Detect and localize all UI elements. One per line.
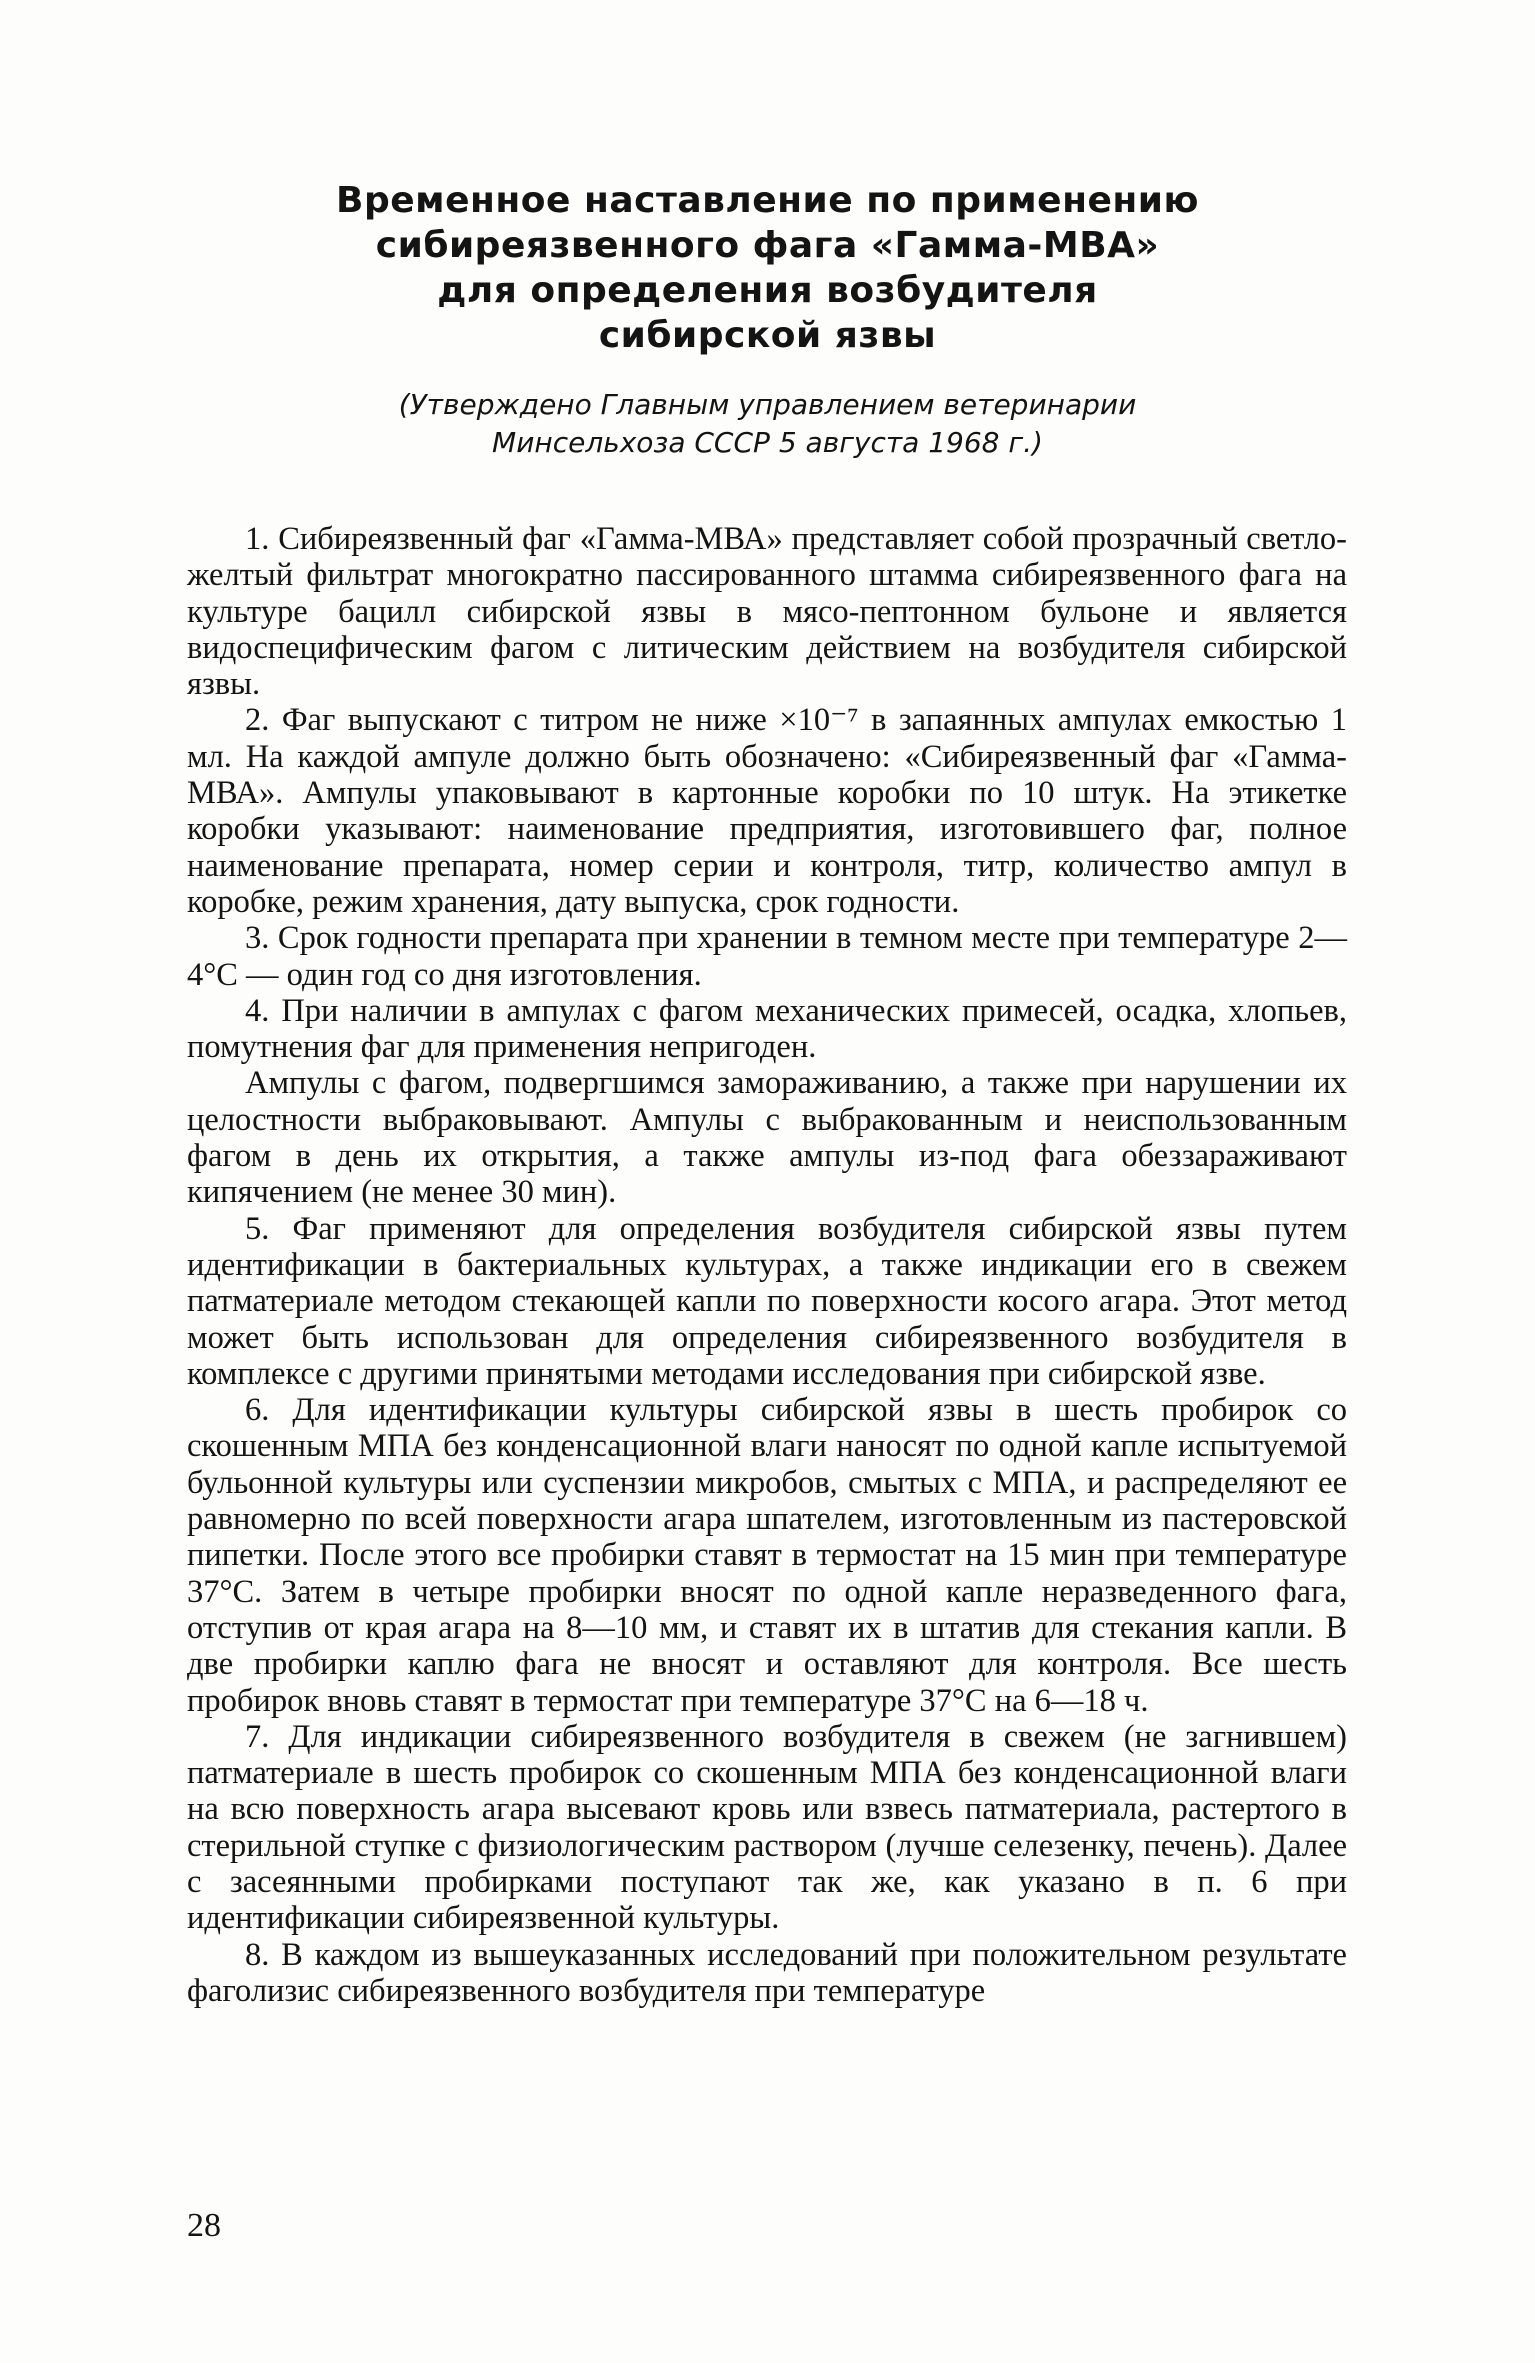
approval-line: Минсельхоза СССР 5 августа 1968 г.) (492, 426, 1043, 459)
page-number: 28 (187, 2207, 221, 2244)
approval-line: (Утверждено Главным управлением ветеринарии (398, 388, 1137, 421)
document-title (200, 178, 1335, 358)
paragraph-2: 2. Фаг выпускают с титром не ниже ×10⁻⁷ в запаянных ампулах емкостью 1 мл. На каждой ампуле должно быть обозначено: «Сибиреязвенный фаг «Гамма-МВА». Ампулы упаковывают в картонные коробки по 10 штук. На этикетке коробки указывают: наименование предприятия, изготовившего фаг, полное наименование препарата, номер серии и контроля, титр, количество ампул в коробке, режим хранения, дату выпуска, срок годности. (187, 702, 1347, 920)
paragraph-4: 4. При наличии в ампулах с фагом механических примесей, осадка, хлопьев, помутнения фаг для применения непригоден. (187, 992, 1347, 1066)
paragraph-8: 8. В каждом из вышеуказанных исследований при положительном результате фаголизис сибиреязвенного возбудителя при температуре (187, 1936, 1347, 2009)
approval-note (200, 386, 1335, 462)
paragraph-5: 5. Фаг применяют для определения возбудителя сибирской язвы путем идентификации в бактериальных культурах, а также индикации его в свежем патматериале методом стекающей капли по поверхности косого агара. Этот метод может быть использован для определения сибиреязвенного возбудителя в комплексе с другими принятыми методами исследования при сибирской язве. (187, 1210, 1347, 1392)
paragraph-7: 7. Для индикации сибиреязвенного возбудителя в свежем (не загнившем) патматериале в шесть пробирок со скошенным МПА без конденсационной влаги на всю поверхность агара высевают кровь или взвесь патматериала, растертого в стерильной ступке с физиологическим раствором (лучше селезенку, печень). Далее с засеянными пробирками поступают так же, как указано в п. 6 при идентификации сибиреязвенной культуры. (187, 1718, 1347, 1937)
body-text (187, 521, 1347, 2009)
paragraph-6: 6. Для идентификации культуры сибирской язвы в шесть пробирок со скошенным МПА без конденсационной влаги наносят по одной капле испытуемой бульонной культуры или суспензии микробов, смытых с МПА, и распределяют ее равномерно по всей поверхности агара шпателем, изготовленным из пастеровской пипетки. После этого все пробирки ставят в термостат на 15 мин при температуре 37°С. Затем в четыре пробирки вносят по одной капле неразведенного фага, отступив от края агара на 8—10 мм, и ставят их в штатив для стекания капли. В две пробирки каплю фага не вносят и оставляют для контроля. Все шесть пробирок вновь ставят в термостат при температуре 37°С на 6—18 ч. (187, 1392, 1347, 1719)
title-line: сибирской язвы (598, 315, 937, 356)
title-line: для определения возбудителя (437, 270, 1098, 311)
paragraph-3: 3. Срок годности препарата при хранении в темном месте при температуре 2—4°С — один год со дня изготовления. (187, 920, 1347, 993)
title-line: Временное наставление по применению (336, 180, 1199, 221)
paragraph-1: 1. Сибиреязвенный фаг «Гамма-МВА» представляет собой прозрачный светло-желтый фильтрат многократно пассированного штамма сибиреязвенного фага на культуре бацилл сибирской язвы в мясо-пептонном бульоне и является видоспецифическим фагом с литическим действием на возбудителя сибирской язвы. (187, 521, 1347, 703)
title-line: сибиреязвенного фага «Гамма-МВА» (375, 225, 1160, 266)
paragraph-4-continued: Ампулы с фагом, подвергшимся замораживанию, а также при нарушении их целостности выбраковывают. Ампулы с выбракованным и неиспользованным фагом в день их открытия, а также ампулы из-под фага обеззараживают кипячением (не менее 30 мин). (187, 1065, 1347, 1211)
